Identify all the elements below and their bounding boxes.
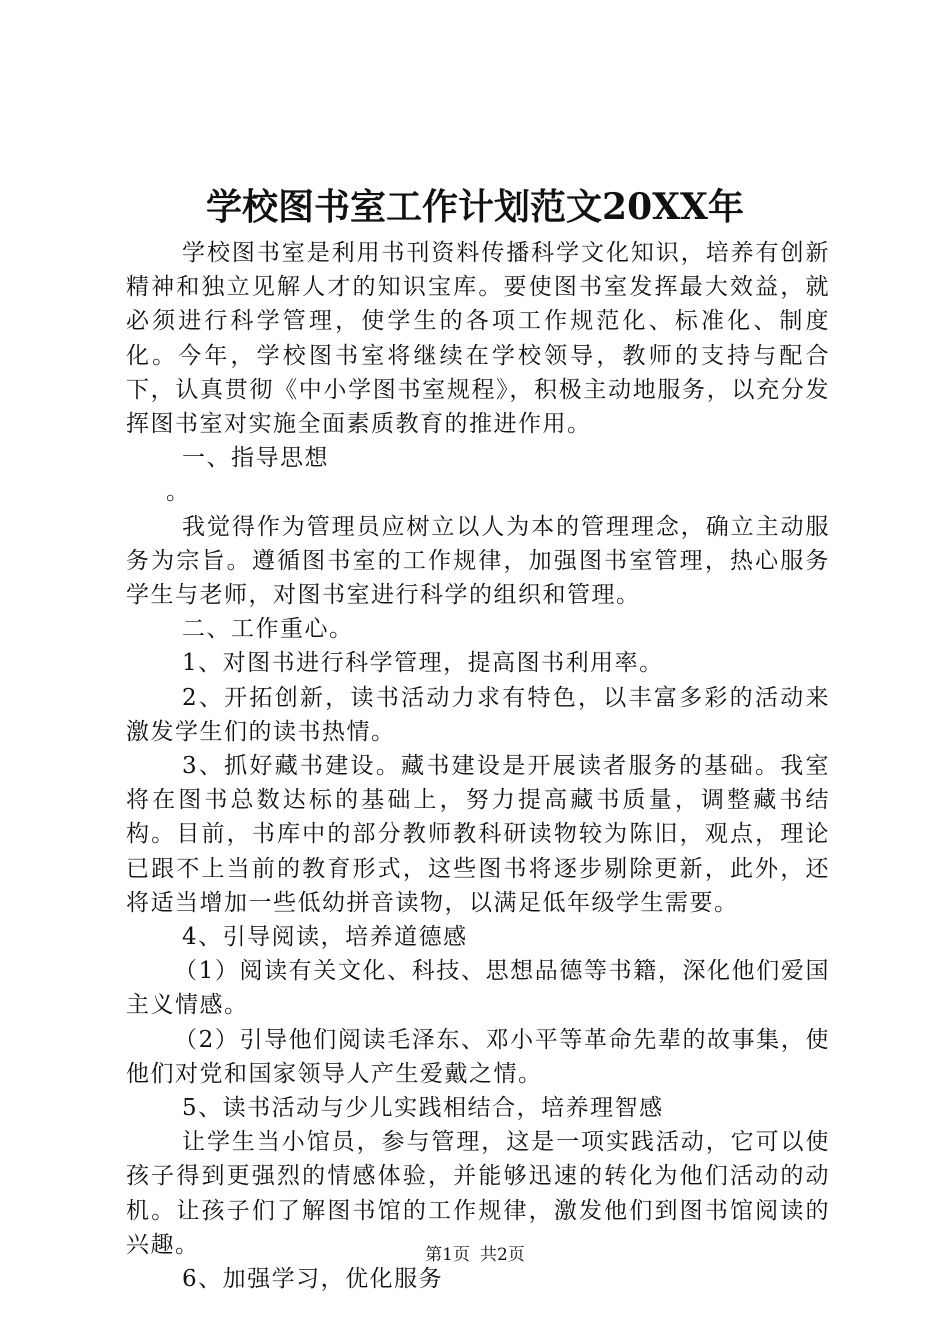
list-item-6: 6、加强学习，优化服务 [182, 1266, 444, 1293]
sub-item-1: （1）阅读有关文化、科技、思想品德等书籍，深化他们爱国主义情感。 [126, 958, 830, 1019]
list-item-4: 4、引导阅读，培养道德感 [182, 924, 468, 951]
list-item-2: 2、开拓创新，读书活动力求有特色，以丰富多彩的活动来激发学生们的读书热情。 [126, 684, 830, 745]
list-item-1: 1、对图书进行科学管理，提高图书利用率。 [182, 650, 664, 677]
paragraph-intro: 学校图书室是利用书刊资料传播科学文化知识，培养有创新精神和独立见解人才的知识宝库。要使图书室发挥最大效益，就必须进行科学管理，使学生的各项工作规范化、标准化、制度化。今年，学校图书室将继续在学校领导，教师的支持与配合下，认真贯彻《中小学图书室规程》，积极主动地服务，以充分发挥图书室对实施全面素质教育的推进作用。 [126, 240, 830, 438]
document-body [126, 236, 830, 1296]
paragraph-student-librarian: 让学生当小馆员，参与管理，这是一项实践活动，它可以使孩子得到更强烈的情感体验，并能够迅速的转化为他们活动的动机。让孩子们了解图书馆的工作规律，激发他们到图书馆阅读的兴趣。 [126, 1129, 830, 1258]
page-footer [0, 1243, 950, 1267]
sub-item-2: （2）引导他们阅读毛泽东、邓小平等革命先辈的故事集，使他们对党和国家领导人产生爱戴之情。 [126, 1026, 830, 1087]
list-item-5: 5、读书活动与少儿实践相结合，培养理智感 [182, 1095, 664, 1122]
list-item-3: 3、抓好藏书建设。藏书建设是开展读者服务的基础。我室将在图书总数达标的基础上，努力提高藏书质量，调整藏书结构。目前，书库中的部分教师教科研读物较为陈旧，观点，理论已跟不上当前的教育形式，这些图书将逐步剔除更新，此外，还将适当增加一些低幼拼音读物，以满足低年级学生需要。 [126, 753, 830, 916]
document-title: 学校图书室工作计划范文20XX年 [206, 186, 744, 228]
section-heading-guiding-ideology: 一、指导思想 [182, 445, 329, 472]
page-total: 共2页 [480, 1245, 525, 1265]
paragraph-management-philosophy: 我觉得作为管理员应树立以人为本的管理理念，确立主动服务为宗旨。遵循图书室的工作规律，加强图书室管理，热心服务学生与老师，对图书室进行科学的组织和管理。 [126, 513, 830, 609]
section-heading-work-focus: 二、工作重心。 [182, 616, 354, 643]
page-number: 第1页 [425, 1245, 470, 1265]
paragraph-period: 。 [166, 479, 191, 506]
